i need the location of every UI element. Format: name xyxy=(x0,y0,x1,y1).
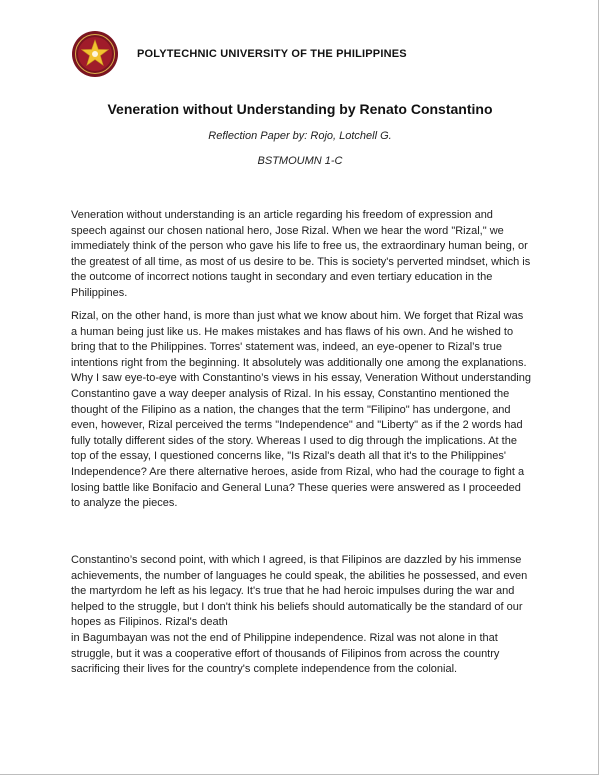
body-paragraph-3: Constantino’s second point, with which I agreed, is that Filipinos are dazzled by his immense achievements, the number of languages he could speak, the abilities he possessed, and even the martyrdom he left as his legacy. It's true that he had heroic impulses during the war and helped to the struggle, but I don't think his beliefs should automatically be the standard of our hopes as Filipinos. Rizal's death in Bagumbayan was not the end of Philippine independence. Rizal was not alone in that struggle, but it was a cooperative effort of thousands of Filipinos from across the country sacrificing their lives for the country's complete independence from the colonial. xyxy=(71,554,528,676)
body-paragraph-2: Rizal, on the other hand, is more than just what we know about him. We forget that Rizal was a human being just like us. He makes mistakes and has flaws of his own. And he wished to bring that to the Philippines. Torres' statement was, indeed, an eye-opener to Rizal’s true intentions right from the beginning. It absolutely was additionally one among the explanations. Why I saw eye-to-eye with Constantino’s views in his essay, Veneration Without understanding Constantino gave a way deeper analysis of Rizal. In his essay, Constantino mentioned the thought of the Filipino as a nation, the changes that the term "Filipino" has undergone, and even, however, Rizal perceived the terms "Independence" and "Liberty" as if the 2 words had fully totally different sides of the story. Whereas I used to dig through the implications. At the top of the essay, I questioned concerns like, "Is Rizal's death all that it's to the Philippines' Independence? Are there alternative heroes, aside from Rizal, who had the courage to fight a losing battle like Bonifacio and General Luna? These queries were answered as I proceeded to analyze the pieces. xyxy=(71,310,531,510)
document-title: Veneration without Understanding by Renato Constantino xyxy=(107,101,493,117)
body-paragraph-1: Veneration without understanding is an article regarding his freedom of expression and speech against our chosen national hero, Jose Rizal. When we hear the word "Rizal," we immediately think of the person who gave his life to free us, the extraordinary human being, or the greatest of all time, as most of us desire to be. This is society's perverted mindset, which is the outcome of incorrect notions taught in secondary and even tertiary education in the Philippines. xyxy=(71,209,531,299)
university-seal-icon xyxy=(71,30,119,78)
author-byline: Reflection Paper by: Rojo, Lotchell G. xyxy=(208,130,392,142)
university-name: POLYTECHNIC UNIVERSITY OF THE PHILIPPINES xyxy=(137,48,407,60)
section-code: BSTMOUMN 1-C xyxy=(257,155,343,167)
